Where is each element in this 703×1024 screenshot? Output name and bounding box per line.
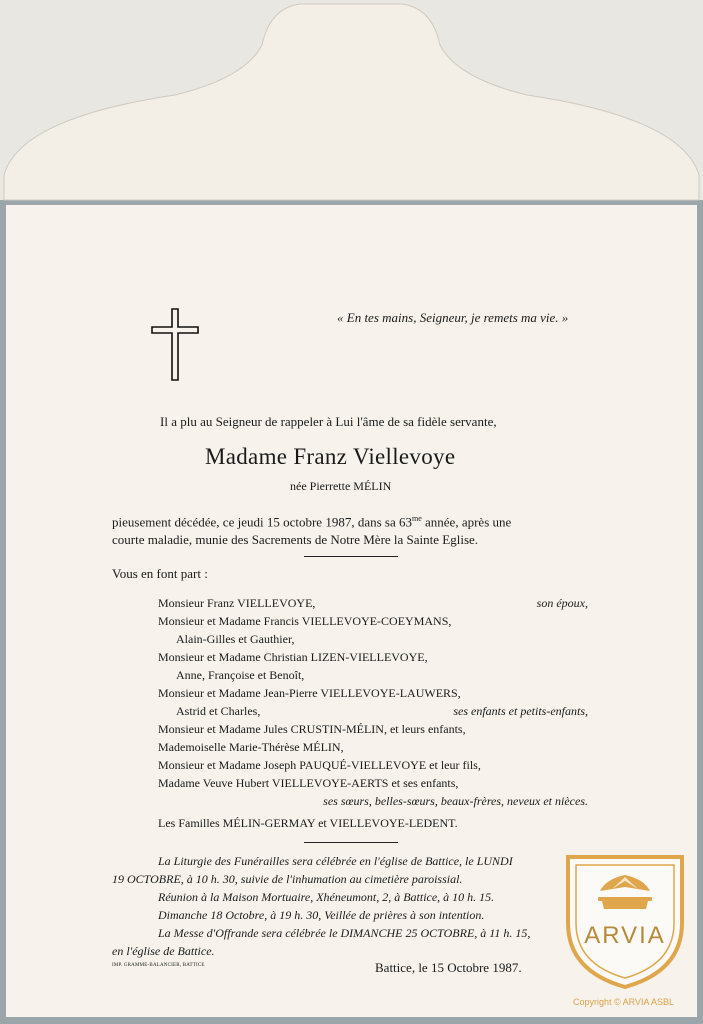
family-line: Monsieur et Madame Christian LIZEN-VIELLEVOYE, — [158, 650, 428, 664]
announcement: pieusement décédée, ce jeudi 15 octobre 1987, dans sa $63^{me}$ année, après une courte maladie, munie des Sacrements de Notre Mère la Sainte Eglise. — [112, 514, 512, 548]
family-line: Anne, Françoise et Benoît, — [176, 668, 305, 682]
family-line: Monsieur Franz VIELLEVOYE, — [158, 596, 316, 610]
funeral-line: Dimanche 18 Octobre, à 19 h. 30, Veillée de prières à son intention. — [158, 908, 485, 922]
funeral-line: en l'église de Battice. — [112, 944, 215, 958]
family-line: Monsieur et Madame Joseph PAUQUÉ-VIELLEVOYE et leur fils, — [158, 758, 481, 772]
copyright: Copyright © ARVIA ASBL — [573, 997, 675, 1007]
funeral-line: La Messe d'Offrande sera célébrée le DIMANCHE 25 OCTOBRE, à 11 h. 15, — [158, 926, 531, 940]
vous-en-font-part: Vous en font part : — [112, 566, 208, 581]
divider — [304, 842, 398, 843]
family-line: Monsieur et Madame Jean-Pierre VIELLEVOYE-LAUWERS, — [158, 686, 461, 700]
arvia-logo — [562, 851, 688, 991]
maiden-name: née Pierrette MÉLIN — [290, 479, 392, 493]
family-line: Alain-Gilles et Gauthier, — [176, 632, 295, 646]
family-line: Monsieur et Madame Francis VIELLEVOYE-COEYMANS, — [158, 614, 452, 628]
relation-siblings: ses sœurs, belles-sœurs, beaux-frères, neveux et nièces. — [323, 794, 588, 808]
divider — [304, 556, 398, 557]
cross-icon — [150, 308, 200, 382]
envelope-flap — [4, 4, 699, 200]
funeral-line: Réunion à la Maison Mortuaire, Xhéneumont, 2, à Battice, à 10 h. 15. — [158, 890, 495, 904]
funeral-line: 19 OCTOBRE, à 10 h. 30, suivie de l'inhumation au cimetière paroissial. — [112, 872, 463, 886]
printer-credit: IMP. GRAMME-BALANCIER, BATTICE — [112, 963, 205, 968]
family-line: Madame Veuve Hubert VIELLEVOYE-AERTS et ses enfants, — [158, 776, 459, 790]
family-line: Mademoiselle Marie-Thérèse MÉLIN, — [158, 740, 344, 754]
relation-children: ses enfants et petits-enfants, — [453, 704, 588, 718]
intro-text: Il a plu au Seigneur de rappeler à Lui l'âme de sa fidèle servante, — [160, 414, 497, 429]
place-date-signature: Battice, le 15 Octobre 1987. — [375, 960, 522, 975]
quote: « En tes mains, Seigneur, je remets ma vie. » — [337, 310, 569, 325]
funeral-line: La Liturgie des Funérailles sera célébrée en l'église de Battice, le LUNDI — [158, 854, 513, 868]
arvia-text: ARVIA — [584, 922, 666, 949]
relation-spouse: son époux, — [536, 596, 588, 610]
family-line: Les Familles MÉLIN-GERMAY et VIELLEVOYE-LEDENT. — [158, 816, 458, 830]
family-line: Monsieur et Madame Jules CRUSTIN-MÉLIN, et leurs enfants, — [158, 722, 466, 736]
family-line: Astrid et Charles, — [176, 704, 261, 718]
deceased-name: Madame Franz Viellevoye — [205, 444, 456, 469]
